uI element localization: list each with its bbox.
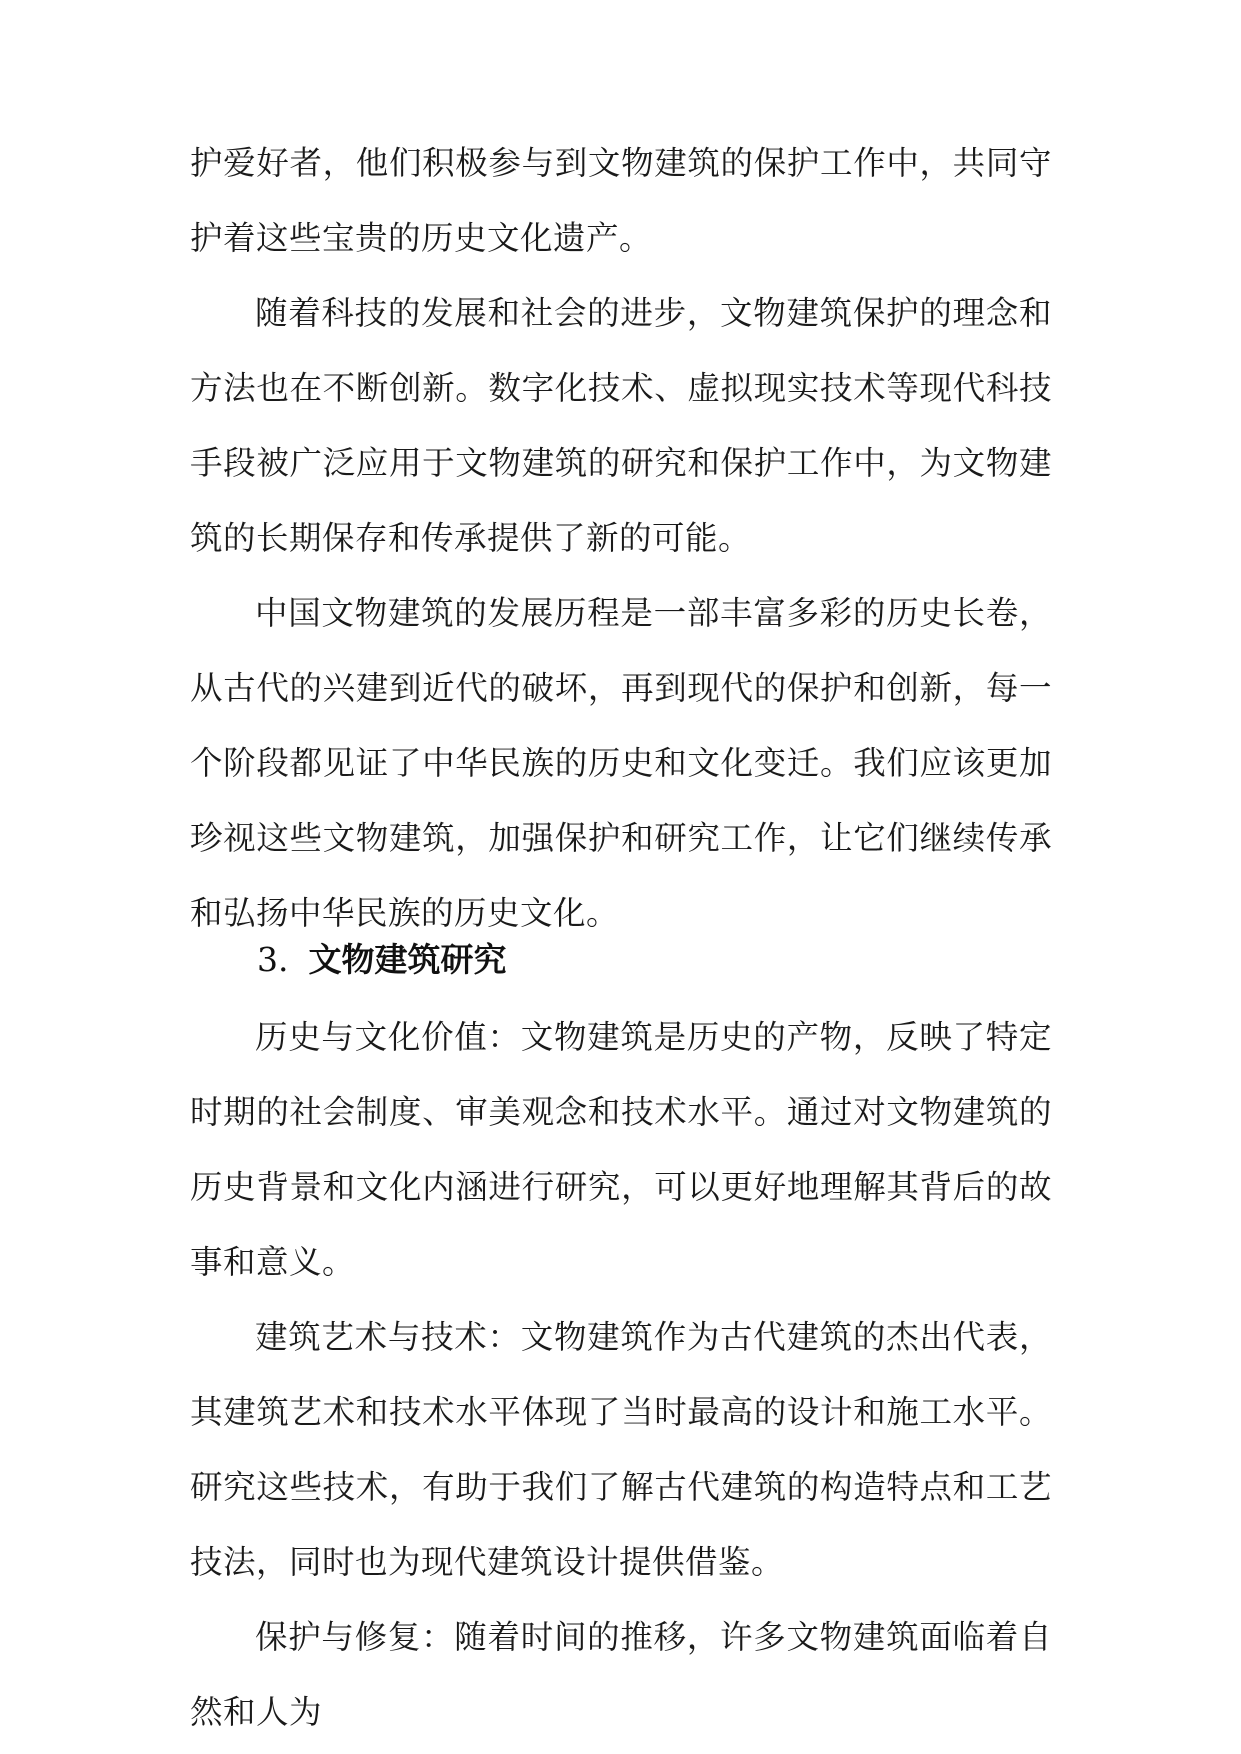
paragraph-continuation: 护爱好者，他们积极参与到文物建筑的保护工作中，共同守护着这些宝贵的历史文化遗产。 — [190, 144, 1052, 257]
paragraph-technology: 随着科技的发展和社会的进步，文物建筑保护的理念和方法也在不断创新。数字化技术、虚拟现实技术等现代科技手段被广泛应用于文物建筑的研究和保护工作中，为文物建筑的长期保存和传承提供了新的可能。 — [190, 294, 1052, 557]
section-number: 3. — [257, 940, 289, 979]
paragraph-protection-restoration: 保护与修复：随着时间的推移，许多文物建筑面临着自然和人为 — [190, 1618, 1052, 1731]
section-text-block — [190, 1000, 1052, 1750]
paragraph-architecture-art-technique: 建筑艺术与技术：文物建筑作为古代建筑的杰出代表，其建筑艺术和技术水平体现了当时最高的设计和施工水平。研究这些技术，有助于我们了解古代建筑的构造特点和工艺技法，同时也为现代建筑设计提供借鉴。 — [190, 1318, 1052, 1581]
paragraph-history-summary: 中国文物建筑的发展历程是一部丰富多彩的历史长卷，从古代的兴建到近代的破坏，再到现代的保护和创新，每一个阶段都见证了中华民族的历史和文化变迁。我们应该更加珍视这些文物建筑，加强保护和研究工作，让它们继续传承和弘扬中华民族的历史文化。 — [190, 594, 1052, 932]
top-text-block — [190, 126, 1052, 951]
section-title: 文物建筑研究 — [308, 940, 507, 979]
section-heading — [257, 935, 507, 985]
paragraph-history-culture-value: 历史与文化价值：文物建筑是历史的产物，反映了特定时期的社会制度、审美观念和技术水平。通过对文物建筑的历史背景和文化内涵进行研究，可以更好地理解其背后的故事和意义。 — [190, 1018, 1052, 1281]
